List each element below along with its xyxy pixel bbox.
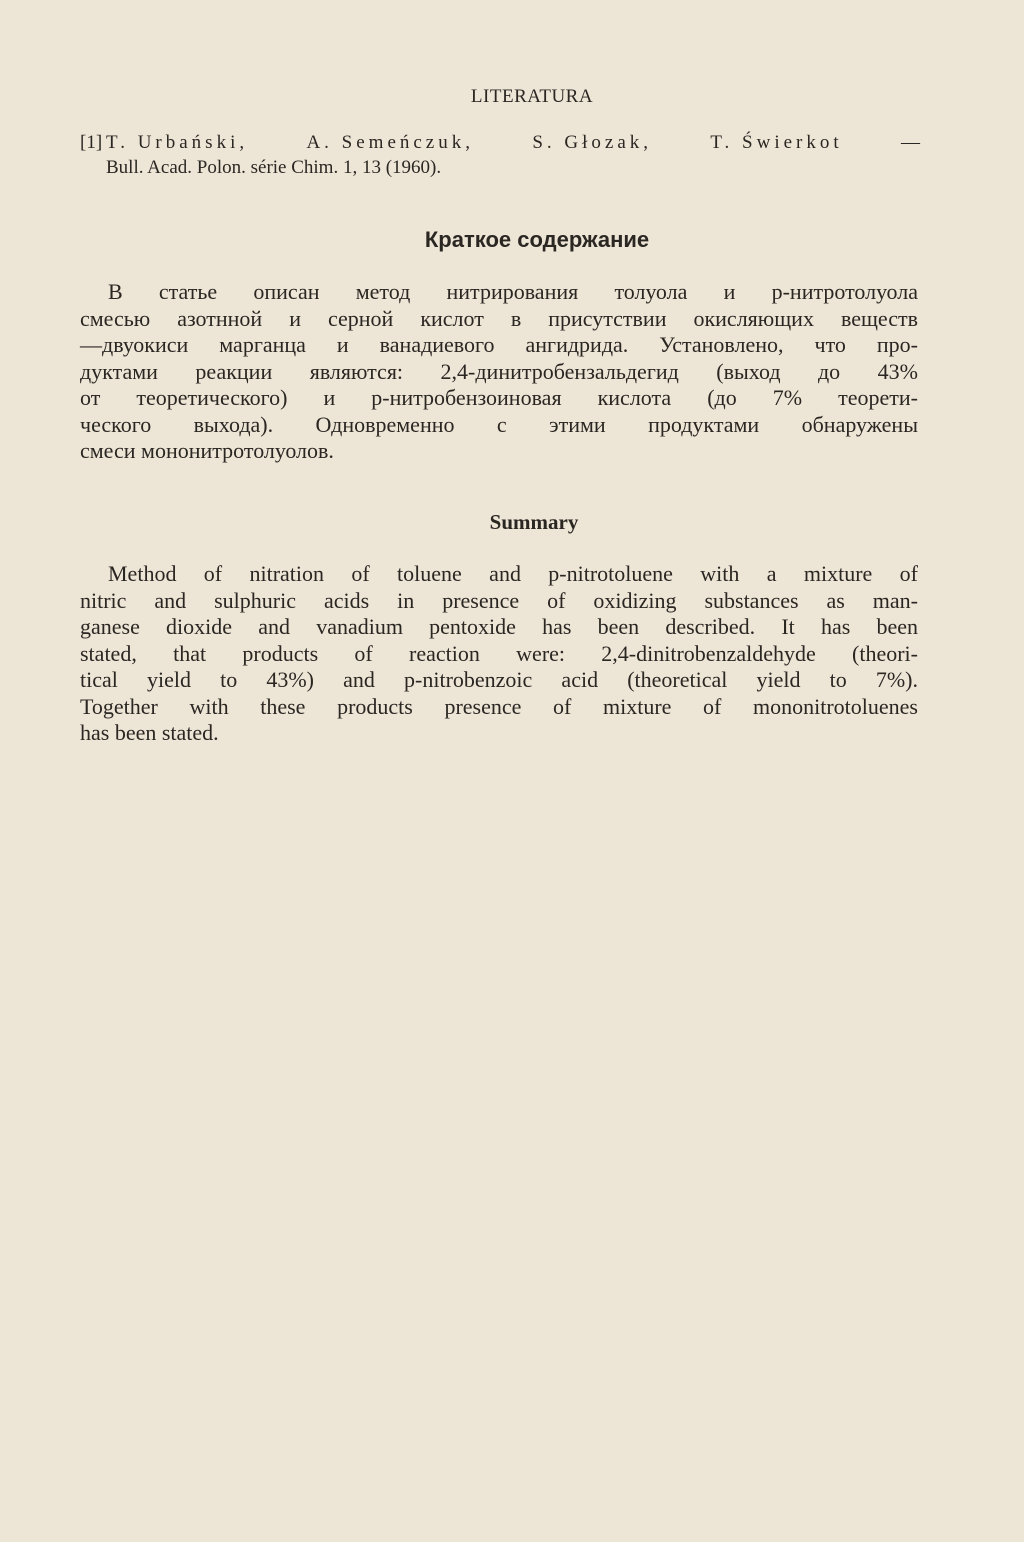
text-line: смесью азотнной и серной кислот в присутствии окисляющих веществ — [80, 305, 918, 331]
reference-author: S. Głozak, — [532, 132, 653, 153]
literature-heading: LITERATURA — [470, 86, 594, 107]
text-line: tical yield to 43%) and p-nitrobenzoic acid (theoretical yield to 7%). — [80, 667, 918, 692]
text-line: ческого выхода). Одновременно с этими продуктами обнаружены — [80, 411, 918, 437]
text-line: stated, that products of reaction were: 2,4-dinitrobenzaldehyde (theori- — [80, 640, 918, 666]
reference-author: T. Świerkot — [710, 132, 843, 153]
russian-summary-text — [80, 279, 918, 465]
reference-author: T. Urbański, — [106, 132, 249, 153]
text-line: от теоретического) и p-нитробензоиновая кислота (до 7% теорети- — [80, 385, 918, 410]
english-summary-title: Summary — [489, 510, 579, 534]
reference-authors — [106, 130, 920, 155]
reference-number: [1] — [80, 132, 103, 153]
text-line: —двуокиси марганца и ванадиевого ангидрида. Установлено, что про- — [80, 332, 918, 357]
text-line: дуктами реакции являются: 2,4-динитробензальдегид (выход до 43% — [80, 358, 918, 384]
text-line: nitric and sulphuric acids in presence of oxidizing substances as man- — [80, 587, 918, 613]
reference-author: A. Semeńczuk, — [306, 132, 474, 153]
text-line: Method of nitration of toluene and p-nitrotoluene with a mixture of — [108, 561, 918, 586]
russian-summary-title: Краткое содержание — [424, 227, 650, 252]
text-line: смеси мононитротолуолов. — [80, 438, 334, 463]
text-line: ganese dioxide and vanadium pentoxide has been described. It has been — [80, 614, 918, 639]
text-line: has been stated. — [80, 720, 219, 745]
text-line: В статье описан метод нитрирования толуола и p-нитротолуола — [108, 279, 918, 304]
text-line: Together with these products presence of mixture of mononitrotoluenes — [80, 693, 918, 719]
english-summary-text — [80, 561, 918, 747]
reference-source: Bull. Acad. Polon. série Chim. 1, 13 (1960). — [106, 157, 442, 178]
reference-dash: — — [900, 132, 920, 153]
reference-entry — [80, 130, 920, 180]
